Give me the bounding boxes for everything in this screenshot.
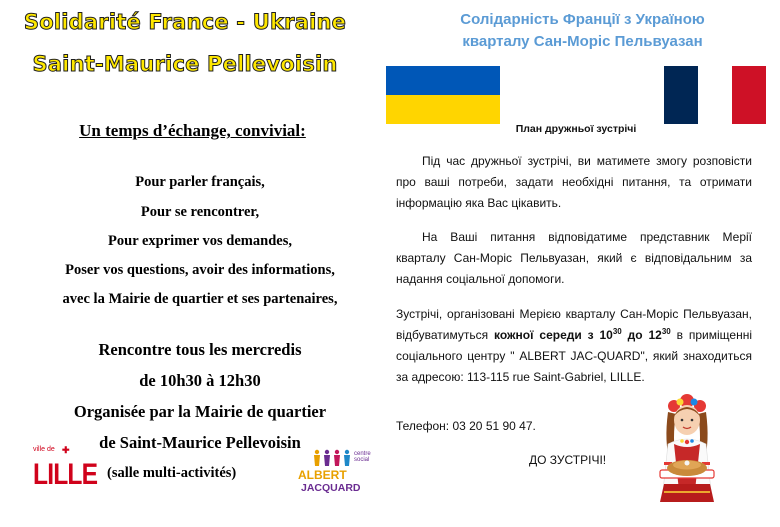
french-title-line2: Saint-Maurice Pellevoisin (32, 52, 338, 76)
paragraph-3-minutes-end: 30 (661, 327, 671, 336)
meeting-hours: de 10h30 à 12h30 (139, 371, 261, 390)
organizer-line2: de Saint-Maurice Pellevoisin (99, 433, 301, 452)
organizer-line1: Organisée par la Mairie de quartier (73, 402, 327, 421)
people-icon (312, 449, 352, 467)
french-title-line1: Solidarité France - Ukraine (23, 10, 347, 34)
centre-social-label: centre social (354, 451, 371, 463)
paragraph-3-minutes-start: 30 (612, 327, 622, 336)
lille-logo-small-text: ville de (33, 446, 55, 453)
list-item: avec la Mairie de quartier et ses partenaires, (62, 291, 338, 307)
jacquard-text: JACQUARD (301, 482, 361, 494)
albert-text: ALBERT (298, 468, 347, 482)
list-item: Pour exprimer vos demandes, (108, 233, 292, 249)
list-item: Pour parler français, (135, 174, 265, 190)
intro-heading: Un temps d’échange, convivial: (79, 121, 306, 140)
closing-text: ДО ЗУСТРІЧІ! (529, 453, 607, 467)
lille-cross-icon: ✚ (62, 445, 70, 455)
paragraph-3-until: до 12 (621, 328, 662, 342)
france-flag-blue-stripe (664, 66, 698, 124)
phone-number: Телефон: 03 20 51 90 47. (396, 419, 536, 433)
ukrainian-woman-illustration (646, 392, 728, 502)
ukraine-flag (386, 66, 500, 124)
ukraine-flag-yellow-stripe (386, 95, 500, 124)
france-flag-white-stripe (698, 66, 732, 124)
albert-jacquard-logo (298, 449, 372, 501)
list-item: Pour se rencontrer, (140, 204, 260, 220)
room-note: (salle multi-activités) (107, 465, 237, 481)
ukraine-flag-blue-stripe (386, 66, 500, 95)
france-flag-red-stripe (732, 66, 766, 124)
paragraph-3-day: кожної середи з 10 (494, 328, 613, 342)
ukrainian-title-line1: Солідарність Франції з Україною (460, 11, 705, 28)
paragraph-3-end: в приміщенні соціального центру " ALBERT JAC-QUARD", який знаходиться за адресою: 113-115 rue Saint-Gabriel, LILLE. (396, 328, 753, 384)
ukrainian-title-line2: кварталу Сан-Моріс Пельвуазан (462, 33, 703, 50)
france-flag (664, 66, 766, 124)
lille-logo (33, 445, 98, 502)
paragraph-2: На Ваші питання відповідатиме представник Мерії кварталу Сан-Моріс Пельвуазан, який є відповідальним за надання соціальної допомоги. (396, 230, 752, 286)
paragraph-1: Під час дружньої зустрічі, ви матимете змогу розповісти про ваші потреби, задати необхідні питання, та отримати інформацію яка Вас цікавить. (396, 154, 752, 210)
meeting-day: Rencontre tous les mercredis (98, 340, 302, 359)
list-item: Poser vos questions, avoir des informations, (65, 262, 335, 278)
plan-heading: План дружньої зустрічі (515, 123, 637, 135)
paragraph-3 (396, 304, 752, 388)
paragraph-3-start: Зустрічі, організовані Мерією кварталу Сан-Моріс Пельвуазан, відбуватимуться (396, 307, 752, 342)
lille-logo-text: LILLE (33, 458, 98, 491)
